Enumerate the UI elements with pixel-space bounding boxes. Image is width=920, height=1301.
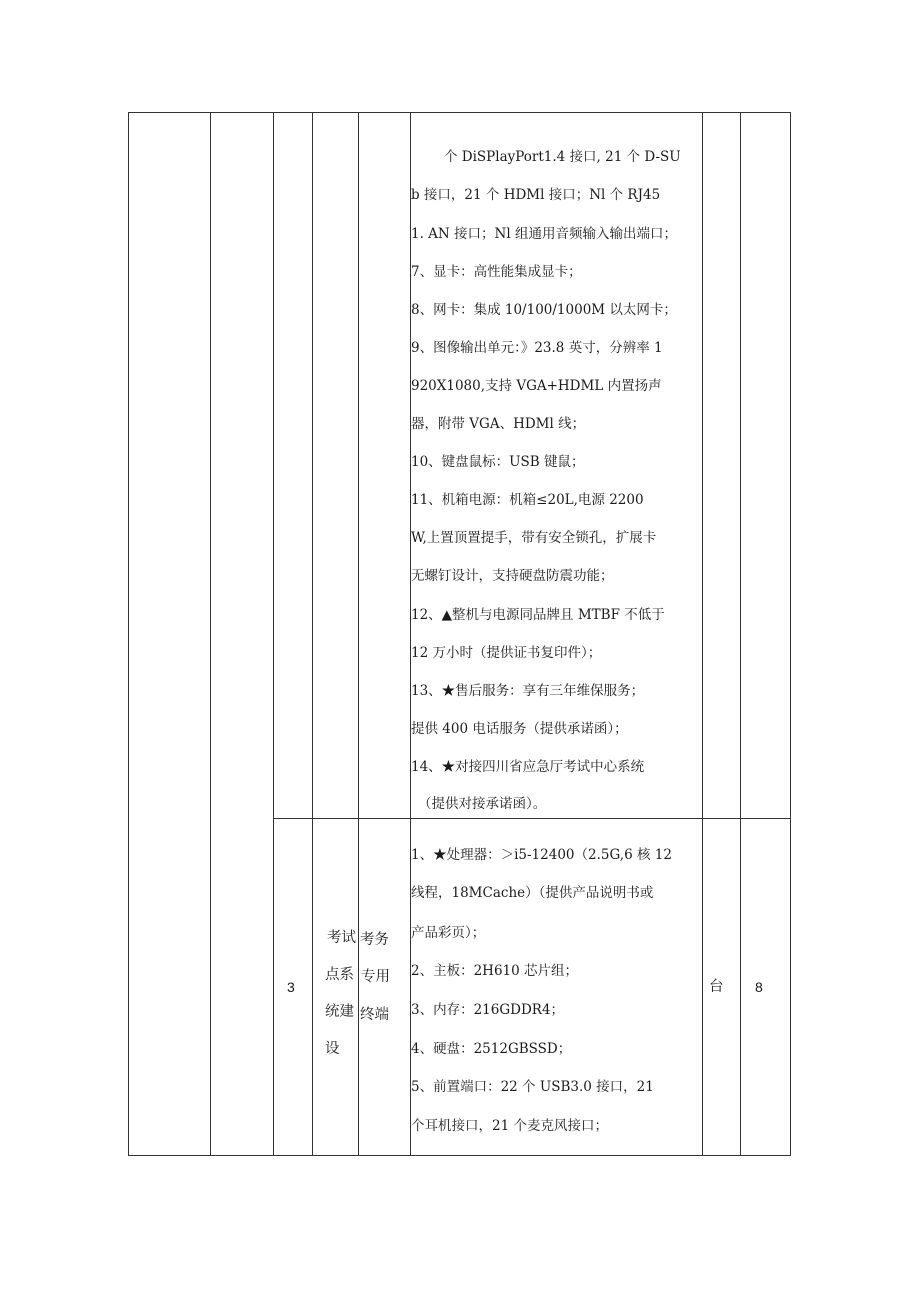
spec-line: 线程，18MCache）（提供产品说明书或 [411, 885, 654, 901]
spec-line: 个 DiSPlayPort1.4 接口, 21 个 D-SU [444, 149, 681, 165]
spec-line: 9、图像输出单元：》23.8 英寸，分辨率 1 [411, 340, 663, 356]
spec-line: 12、▲整机与电源同品牌且 MTBF 不低于 [411, 607, 665, 623]
spec-line: 2、主板：2H610 芯片组； [411, 963, 579, 979]
column-divider [312, 112, 313, 1156]
item-name-line: 专用 [361, 969, 390, 985]
spec-line: W,上置顶置提手，带有安全锁孔，扩展卡 [411, 530, 657, 546]
spec-line: 无螺钉设计，支持硬盘防震功能； [411, 568, 614, 584]
spec-line: 1、★处理器：＞i5-12400（2.5G,6 核 12 [411, 847, 672, 863]
spec-line: 产品彩页）； [411, 925, 486, 941]
category-line: 点系 [325, 967, 354, 983]
spec-line: （提供对接承诺函）。 [418, 796, 547, 812]
unit-cell: 台 [709, 979, 724, 995]
spec-line: 1. AN 接口；Nl 组通用音频输入输出端口； [411, 226, 677, 242]
table-right-border [790, 112, 791, 1156]
category-line: 统建 [325, 1004, 354, 1020]
spec-line: 4、硬盘：2512GBSSD； [411, 1041, 572, 1057]
column-divider [273, 112, 274, 1156]
table-left-border [128, 112, 129, 1156]
spec-line: 13、★售后服务：享有三年维保服务； [411, 683, 645, 699]
table-bottom-border [128, 1155, 791, 1156]
spec-line: 8、网卡：集成 10/100/1000M 以太网卡； [411, 302, 677, 318]
spec-line: 3、内存：216GDDR4； [411, 1002, 565, 1018]
spec-line: 器，附带 VGA、HDMl 线； [411, 416, 586, 432]
spec-line: 10、键盘鼠标：USB 键鼠； [411, 454, 585, 470]
spec-line: 14、★对接四川省应急厅考试中心系统 [411, 759, 645, 775]
spec-line: 7、显卡：高性能集成显卡； [411, 264, 582, 280]
item-name-line: 考务 [360, 932, 389, 948]
column-divider [358, 112, 359, 1156]
category-line: 设 [325, 1041, 340, 1057]
spec-line: 提供 400 电话服务（提供承诺函）； [411, 721, 628, 737]
item-name-line: 终端 [360, 1007, 389, 1023]
category-line: 考试 [327, 930, 356, 946]
spec-line: 920X1080,支持 VGA+HDML 内置扬声 [411, 378, 662, 394]
table-top-border [128, 112, 791, 113]
spec-line: 个耳机接口，21 个麦克风接口； [411, 1118, 608, 1134]
spec-line: 12 万小时（提供证书复印件）； [411, 645, 602, 661]
row-divider [273, 818, 791, 819]
quantity-cell: 8 [755, 979, 763, 995]
column-divider [210, 112, 211, 1156]
spec-line: 11、机箱电源：机箱≤20L,电源 2200 [411, 492, 644, 508]
column-divider [740, 112, 741, 1156]
row-index: 3 [287, 979, 295, 995]
spec-line: 5、前置端口：22 个 USB3.0 接口，21 [411, 1079, 654, 1095]
column-divider [702, 112, 703, 1156]
spec-line: b 接口，21 个 HDMl 接口；Nl 个 RJ45 [411, 187, 661, 203]
